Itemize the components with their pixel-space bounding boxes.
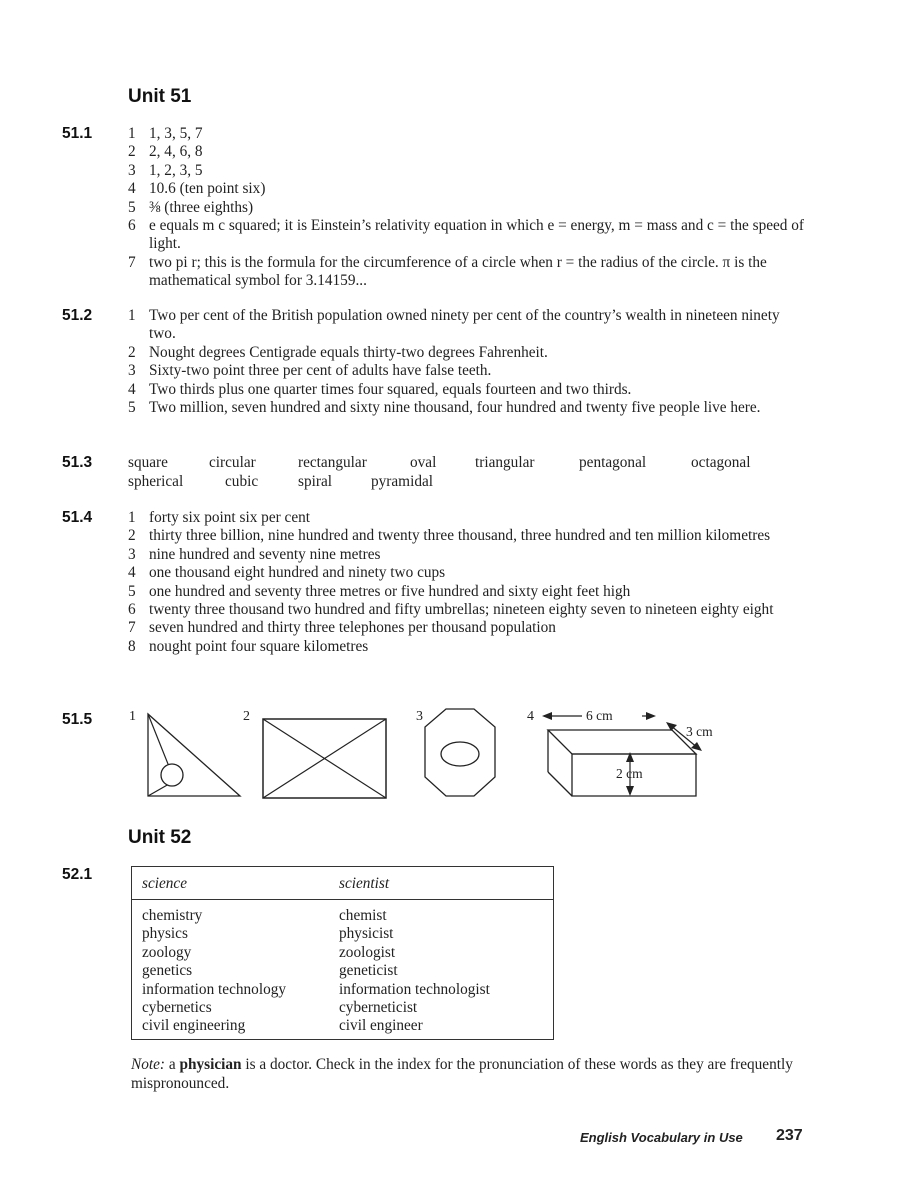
item-number: 5 [128,582,136,600]
diagram-number-1: 1 [129,709,136,724]
item-number: 1 [128,509,136,526]
note-text: a [168,1056,176,1073]
item-number: 1 [128,307,136,324]
list-item [128,583,808,601]
page-number: 237 [776,1127,803,1144]
item-number: 4 [128,564,136,582]
table-header [132,867,553,900]
list-item [128,307,808,344]
exercise-label-52-1: 52.1 [62,866,93,883]
list-item [128,619,808,637]
item-number: 2 [128,527,136,545]
shape-word: circular [209,454,256,471]
cuboid-edge [548,772,572,796]
cuboid-top-face [548,730,696,754]
shape-word: pyramidal [371,473,434,490]
shape-words-row-2 [128,473,808,492]
item-number: 7 [128,253,136,271]
list-item [128,546,808,564]
item-number: 5 [128,399,136,417]
table-cell: physics [142,925,188,943]
item-number: 2 [128,343,136,361]
list-item [128,381,808,399]
list-item [128,162,808,180]
item-number: 2 [128,143,136,161]
list-item [128,254,808,291]
shape-word: octagonal [691,454,751,471]
item-number: 4 [128,180,136,198]
diagram-number-3: 3 [416,709,423,724]
list-item [128,399,808,417]
item-text: Sixty-two point three per cent of adults have false teeth. [149,362,492,380]
oval-shape [441,742,479,766]
list-item [128,143,808,161]
item-number: 3 [128,161,136,179]
shape-word: triangular [475,454,535,471]
item-text: nine hundred and seventy nine metres [149,545,381,563]
table-cell: information technologist [339,980,490,998]
exercise-51-1-list [128,125,808,291]
item-text: twenty three thousand two hundred and fifty umbrellas; nineteen eighty seven to nineteen eighty eight [149,601,774,619]
unit-51-title: Unit 51 [128,86,192,107]
shape-word: spiral [298,473,332,490]
diagram-number-2: 2 [243,709,250,724]
list-item [128,199,808,217]
item-text: 1, 2, 3, 5 [149,161,203,179]
item-text: one thousand eight hundred and ninety two cups [149,564,446,582]
shape-word: rectangular [298,454,367,471]
item-number: 6 [128,601,136,619]
item-text: one hundred and seventy three metres or five hundred and sixty eight feet high [149,582,631,600]
scientist-column [339,907,490,1036]
item-text: Nought degrees Centigrade equals thirty-two degrees Fahrenheit. [149,343,548,361]
exercise-51-2-list [128,307,808,417]
octagon-with-oval-diagram [422,707,498,799]
table-cell: geneticist [339,962,398,980]
height-label: 2 cm [616,766,643,781]
list-item [128,180,808,198]
table-cell: zoologist [339,943,396,961]
science-scientist-table [131,866,554,1040]
item-number: 5 [128,198,136,216]
item-text: Two million, seven hundred and sixty nine thousand, four hundred and twenty five people live here. [149,399,761,417]
exercise-label-51-4: 51.4 [62,509,93,526]
item-number: 3 [128,545,136,563]
list-item [128,362,808,380]
list-item [128,125,808,143]
table-cell: cyberneticist [339,999,418,1017]
item-text: forty six point six per cent [149,509,311,526]
shape-word: square [128,454,168,471]
table-cell: zoology [142,943,192,961]
triangle-shape [148,714,240,796]
depth-label: 3 cm [686,724,713,739]
item-text: Two per cent of the British population owned ninety per cent of the country’s wealth in nineteen ninety two. [149,307,780,343]
cuboid-diagram [536,710,736,802]
header-scientist: scientist [339,875,390,892]
item-text: seven hundred and thirty three telephones per thousand population [149,619,556,637]
exercise-label-51-3: 51.3 [62,454,93,471]
exercise-label-51-2: 51.2 [62,307,93,324]
item-number: 7 [128,619,136,637]
list-item [128,564,808,582]
item-text: 2, 4, 6, 8 [149,143,203,161]
shape-word: cubic [225,473,259,490]
length-arrow-head-right [646,712,656,720]
header-science: science [142,875,188,892]
table-cell: civil engineering [142,1017,246,1035]
shape-words-row-1 [128,454,808,473]
length-label: 6 cm [586,708,613,723]
item-number: 8 [128,637,136,655]
item-text: Two thirds plus one quarter times four squared, equals fourteen and two thirds. [149,380,632,398]
shape-word: spherical [128,473,184,490]
note-term: physician [179,1056,242,1073]
octagon-shape [425,709,495,796]
table-cell: physicist [339,925,394,943]
footer-book-title: English Vocabulary in Use [580,1130,743,1145]
item-number: 6 [128,217,136,235]
inscribed-circle [161,764,183,786]
table-cell: chemistry [142,907,203,924]
unit-52-title: Unit 52 [128,827,192,848]
item-text: 10.6 (ten point six) [149,180,266,198]
list-item [128,601,808,619]
note-text: is a doctor. Check in the index for the pronunciation of these words as they are frequently mispronounced. [131,1056,793,1092]
note-paragraph [131,1055,811,1093]
list-item [128,509,808,527]
item-text: two pi r; this is the formula for the circumference of a circle when r = the radius of the circle. π is the mathematical symbol for 3.14159... [149,253,767,290]
shape-words [128,454,808,492]
rectangle-with-diagonals-diagram [262,718,388,800]
item-number: 3 [128,362,136,380]
item-text: 1, 3, 5, 7 [149,125,203,142]
list-item [128,344,808,362]
list-item [128,217,808,254]
height-arrow-head [626,786,634,796]
table-cell: civil engineer [339,1017,423,1035]
triangle-with-circle-diagram [145,712,245,802]
exercise-label-51-1: 51.1 [62,125,93,142]
item-text: thirty three billion, nine hundred and twenty three thousand, three hundred and ten million kilometres [149,527,771,545]
item-number: 4 [128,380,136,398]
list-item [128,638,808,656]
exercise-51-4-list [128,509,808,656]
diagram-number-4: 4 [527,709,534,724]
list-item [128,527,808,545]
length-arrow-head-left [542,712,552,720]
item-text: ⅜ (three eighths) [149,198,254,216]
table-cell: chemist [339,907,387,924]
science-column [142,907,286,1036]
table-cell: genetics [142,962,193,980]
table-cell: information technology [142,980,287,998]
item-text: nought point four square kilometres [149,637,369,655]
note-prefix: Note: [131,1056,165,1073]
table-cell: cybernetics [142,999,212,1017]
item-number: 1 [128,125,136,142]
item-text: e equals m c squared; it is Einstein’s relativity equation in which e = energy, m = mass and c = the speed of light. [149,217,805,253]
shape-word: oval [410,454,437,471]
exercise-label-51-5: 51.5 [62,711,93,728]
shape-word: pentagonal [579,454,647,471]
